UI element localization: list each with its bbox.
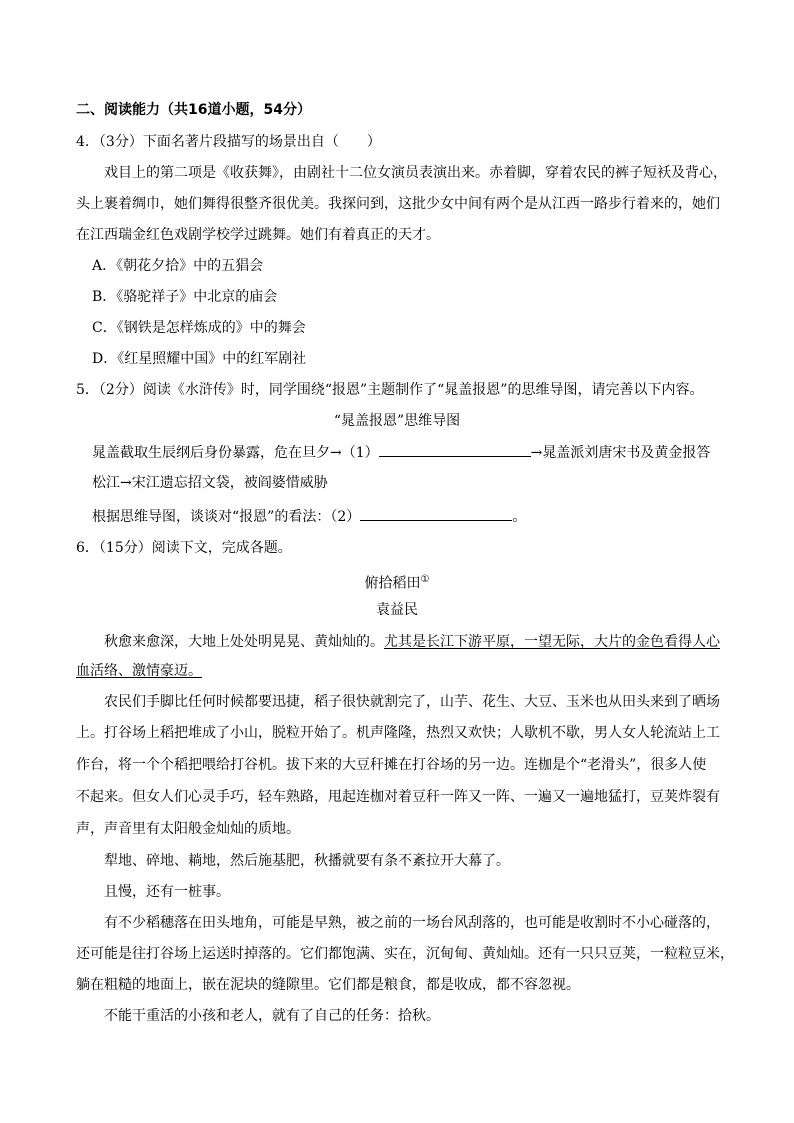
paragraph-5-line-2: 还可能是往打谷场上运送时掉落的。它们都饱满、实在，沉甸甸、黄灿灿。还有一只只豆荚，一粒粒豆米， (76, 946, 734, 962)
question-4-passage-line-2: 头上裹着绸巾，她们舞得很整齐很优美。我探问到，这批少女中间有两个是从江西一路步行着来的，她们 (76, 196, 720, 212)
footnote-mark: ① (420, 574, 430, 585)
paragraph-4: 且慢，还有一桩事。 (104, 884, 230, 900)
question-4-stem: 4．（3分）下面名著片段描写的场景出自（ ） (76, 134, 381, 150)
mind-map-line-1-end: →晁盖派刘唐宋书及黄金报答 (530, 445, 711, 461)
mind-map-line-3 (92, 506, 526, 527)
paragraph-2-line-2: 上。打谷场上稻把堆成了小山，脱粒开始了。机声隆隆，热烈又欢快；人歇机不歇，男人女人轮流站上工 (76, 725, 720, 741)
section-title: 二、阅读能力（共16道小题，54分） (76, 102, 311, 118)
question-4-option-b: B．《骆驼祥子》中北京的庙会 (92, 289, 278, 305)
mind-map-title: “晁盖报恩”思维导图 (333, 413, 461, 429)
question-4-option-a: A．《朝花夕拾》中的五猖会 (92, 258, 264, 274)
article-title: 俯拾稻田 (364, 575, 421, 592)
question-4-passage-line-3: 在江西瑞金红色戏剧学校学过跳舞。她们有着真正的天才。 (76, 227, 440, 243)
mind-map-line-1 (92, 442, 710, 463)
mind-map-line-3-start: 根据思维导图，谈谈对“报恩”的看法：（2） (92, 509, 361, 525)
question-6-stem: 6．（15分）阅读下文，完成各题。 (76, 540, 292, 556)
question-4-option-c: C．《钢铁是怎样炼成的》中的舞会 (92, 320, 306, 336)
paragraph-2-line-4: 不起来。但女人们心灵手巧，轻车熟路，甩起连枷对着豆秆一阵又一阵、一遍又一遍地猛打，豆荚炸裂有 (76, 789, 720, 805)
paragraph-2-line-3: 作台，将一个个稻把喂给打谷机。拔下来的大豆秆摊在打谷场的另一边。连枷是个“老滑头”，很多人使 (76, 757, 707, 773)
question-5-stem: 5．（2分）阅读《水浒传》时，同学围绕“报恩”主题制作了“晁盖报恩”的思维导图，请完善以下内容。 (76, 382, 704, 398)
mind-map-line-3-end: 。 (512, 509, 527, 525)
mind-map-line-1-start: 晁盖截取生辰纲后身份暴露，危在旦夕→（1） (92, 445, 379, 461)
paragraph-6: 不能干重活的小孩和老人，就有了自己的任务：拾秋。 (104, 1008, 440, 1024)
question-4-passage-line-1: 戏目上的第二项是《收获舞》，由剧社十二位女演员表演出来。赤着脚，穿着农民的裤子短袄及背心， (104, 165, 727, 181)
article-title-line (0, 570, 794, 594)
paragraph-2-line-5: 声，声音里有太阳般金灿灿的质地。 (76, 821, 300, 837)
answer-blank-2[interactable] (360, 506, 512, 521)
paragraph-1-line-1 (104, 632, 720, 652)
paragraph-1-underlined: 尤其是长江下游平原，一望无际，大片的金色看得人心 (384, 634, 720, 650)
mind-map-line-2: 松江→宋江遗忘招文袋，被阎婆惜威胁 (92, 475, 328, 491)
article-author: 袁益民 (376, 602, 418, 618)
paragraph-5-line-3: 躺在粗糙的地面上，嵌在泥块的缝隙里。它们都是粮食，都是收成，都不容忽视。 (76, 977, 580, 993)
paragraph-3: 犁地、碎地、耥地，然后施基肥，秋播就要有条不紊拉开大幕了。 (104, 853, 510, 869)
answer-blank-1[interactable] (379, 442, 531, 457)
paragraph-1-plain: 秋愈来愈深，大地上处处明晃晃、黄灿灿的。 (104, 634, 384, 650)
paragraph-5-line-1: 有不少稻穗落在田头地角，可能是早熟，被之前的一场台风刮落的，也可能是收割时不小心碰落的， (104, 915, 720, 931)
question-4-option-d: D．《红星照耀中国》中的红军剧社 (92, 351, 307, 367)
paragraph-2-line-1: 农民们手脚比任何时候都要迅捷，稻子很快就割完了，山芋、花生、大豆、玉米也从田头来到了晒场 (104, 694, 720, 710)
paragraph-1-line-2: 血活络、激情豪迈。 (76, 663, 202, 679)
